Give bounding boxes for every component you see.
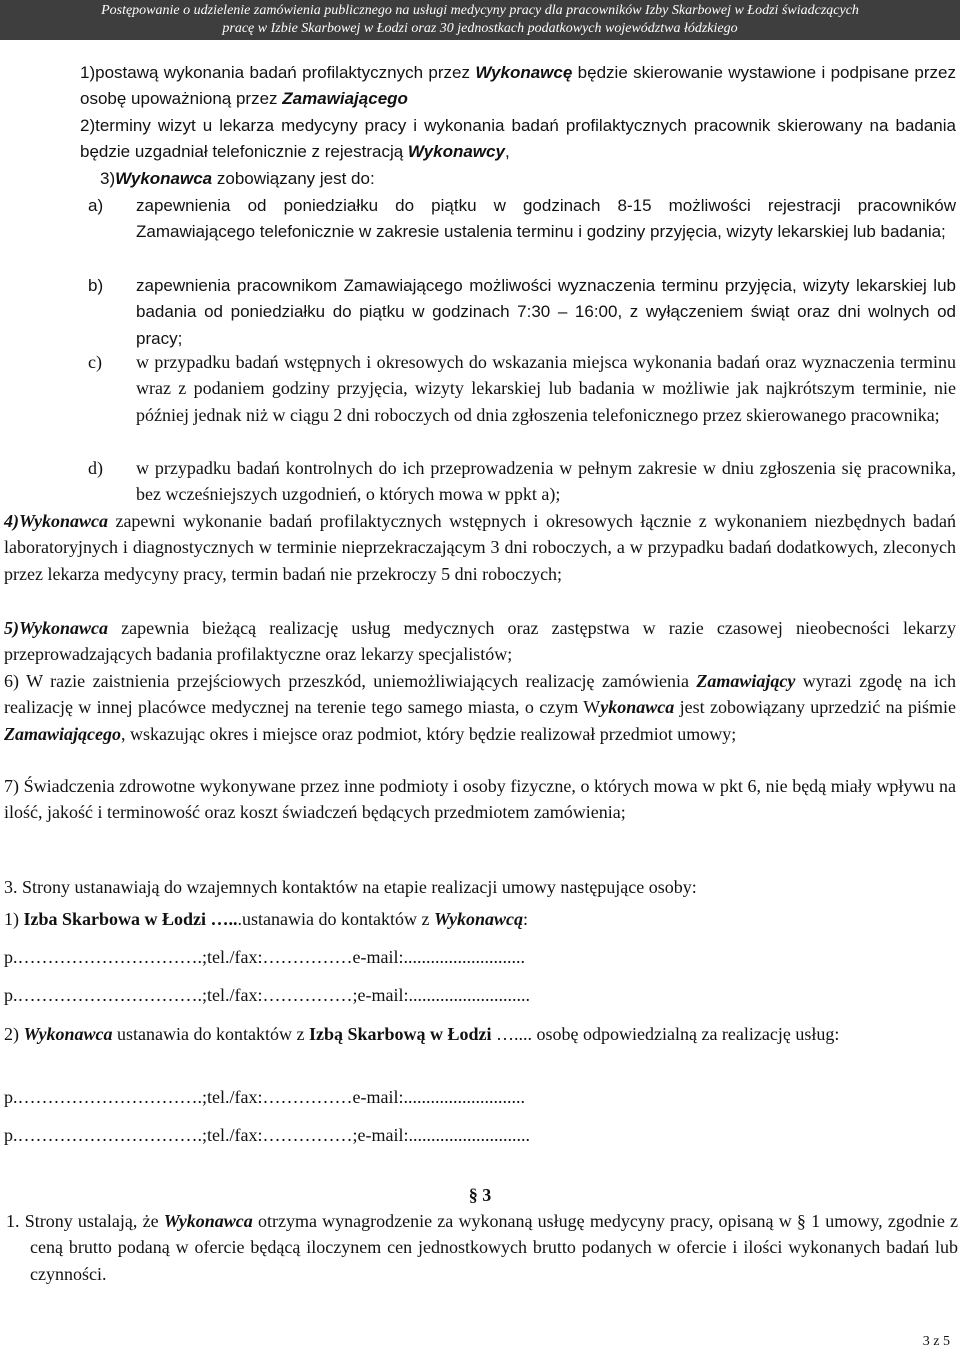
point-2-wykonawcy: Wykonawcy — [407, 142, 505, 162]
contacts-1-colon: : — [523, 909, 529, 929]
point-2-text: 2)terminy wizyt u lekarza medycyny pracy i wykonania badań profilaktycznych pracownik skierowany na badania będzie uzgadniał telefonicznie z rejestracją — [80, 116, 956, 162]
point-6-text-4: , wskazując okres i miejsce oraz podmiot, który będzie realizował przedmiot umowy; — [120, 723, 737, 744]
section-3-point-1-wykonawca: Wykonawca — [163, 1211, 253, 1231]
contact-line-4 — [4, 1125, 530, 1146]
contact-2-phone: …………… — [262, 985, 353, 1005]
contacts-intro — [4, 874, 956, 900]
point-2 — [80, 113, 956, 166]
list-item-b — [88, 273, 956, 352]
contact-line-1 — [4, 947, 525, 968]
contacts-2-wykonawca: Wykonawca — [23, 1024, 113, 1044]
point-4 — [4, 508, 956, 587]
point-4-text: zapewni wykonanie badań profilaktycznych wstępnych i okresowych łącznie z wykonaniem niezbędnych badań laboratoryjnych i diagnostycznych w terminie nieprzekraczającym 3 dni roboczych, a w przypadku badań dodatkowych, zleconych przez lekarza medycyny pracy, termin badań nie przekroczy 5 dni roboczych; — [4, 511, 956, 584]
contacts-1-izba: Izba Skarbowa w Łodzi ….. — [23, 909, 238, 929]
point-3-wykonawca: Wykonawca — [115, 169, 213, 188]
contact-2-person: p.………………………….;tel./fax: — [4, 985, 263, 1005]
point-5 — [4, 615, 956, 668]
contact-1-phone: …………… — [262, 947, 353, 967]
point-5-wykonawca: 5)Wykonawca — [4, 618, 109, 638]
contacts-2-num: 2) — [4, 1024, 24, 1044]
list-item-b-label: b) — [88, 276, 104, 295]
list-item-a-label: a) — [88, 196, 104, 215]
contacts-2-izba: Izbą Skarbową w Łodzi — [308, 1024, 492, 1044]
section-3-point-1-text: 1. Strony ustalają, że — [6, 1211, 164, 1231]
point-1-zamawiajacego: Zamawiającego — [282, 89, 408, 109]
contact-4-person: p.………………………….;tel./fax: — [4, 1125, 263, 1145]
list-item-a — [88, 193, 956, 246]
page-number: 3 z 5 — [922, 1334, 950, 1349]
list-item-a-text: zapewnienia od poniedziałku do piątku w godzinach 8-15 możliwości rejestracji pracowników Zamawiającego telefonicznie w zakresie ustalenia terminu i godziny przyjęcia, wizyty lekarskiej lub badania; — [136, 196, 956, 242]
contact-1-person: p.………………………….;tel./fax: — [4, 947, 263, 967]
point-6 — [4, 668, 956, 747]
list-item-b-text: zapewnienia pracownikom Zamawiającego możliwości wyznaczenia terminu przyjęcia, wizyty lekarskiej lub badania od poniedziałku do piątku w godzinach 7:30 – 16:00, z wyłączeniem świąt oraz dni wolnych od pracy; — [136, 276, 956, 348]
list-item-d-label: d) — [88, 458, 103, 478]
point-7-text: 7) Świadczenia zdrowotne wykonywane przez inne podmioty i osoby fizyczne, o których mowa w pkt 6, nie będą miały wpływu na ilość, jakość i terminowość oraz koszt świadczeń będących przedmiotem zamówienia; — [4, 776, 956, 823]
point-6-text: 6) W razie zaistnienia przejściowych przeszkód, uniemożliwiających realizację zamówienia — [4, 671, 697, 691]
contact-3-person: p.………………………….;tel./fax: — [4, 1087, 263, 1107]
contacts-2-text-2: ….... osobę odpowiedzialną za realizację usług: — [491, 1024, 840, 1044]
contact-4-phone: …………… — [262, 1125, 353, 1145]
contacts-1-num: 1) — [4, 909, 24, 929]
header-line-1: Postępowanie o udzielenie zamówienia publicznego na usługi medycyny pracy dla pracowników Izby Skarbowej w Łodzi świadczących — [101, 3, 859, 18]
contacts-2-text: ustanawia do kontaktów z — [112, 1024, 309, 1044]
point-2-comma: , — [504, 142, 510, 162]
contact-3-email: e-mail:........................... — [352, 1087, 525, 1107]
contacts-intro-text: 3. Strony ustanawiają do wzajemnych kontaktów na etapie realizacji umowy następujące osoby: — [4, 877, 697, 897]
section-heading: § 3 — [468, 1185, 492, 1205]
contact-2-email: ;e-mail:........................... — [352, 985, 530, 1005]
header-line-2: pracę w Izbie Skarbowej w Łodzi oraz 30 jednostkach podatkowych województwa łódzkiego — [222, 21, 738, 36]
point-1-text: 1)postawą wykonania badań profilaktycznych przez — [80, 63, 476, 82]
point-6-zamawiajacy: Zamawiający — [696, 671, 796, 691]
list-item-c-label: c) — [88, 352, 102, 372]
point-3-text: zobowiązany jest do: — [212, 169, 375, 188]
contact-1-email: e-mail:........................... — [352, 947, 525, 967]
contacts-wykonawca-heading — [4, 1021, 956, 1047]
point-4-wykonawca: 4)Wykonawca — [4, 511, 109, 531]
document-header — [0, 0, 960, 40]
point-7 — [4, 773, 956, 826]
point-1-text-2: będzie skierowanie wystawione i podpisane przez osobę upoważnioną przez — [80, 63, 956, 109]
contacts-1-wykonawca: Wykonawcą — [433, 909, 523, 929]
contacts-1-text: .ustanawia do kontaktów z — [237, 909, 434, 929]
list-item-d-text: w przypadku badań kontrolnych do ich przeprowadzenia w pełnym zakresie w dniu zgłoszenia się pracownika, bez wcześniejszych uzgodnień, o których mowa w ppkt a); — [136, 458, 956, 505]
point-5-text: zapewnia bieżącą realizację usług medycznych oraz zastępstwa w razie czasowej nieobecności lekarzy przeprowadzających badania profilaktyczne oraz lekarzy specjalistów; — [4, 618, 956, 665]
point-3-num: 3) — [100, 169, 116, 188]
point-6-text-2: wyrazi zgodę na ich realizację w innej placówce medycznej na terenie tego samego miasta, o czym W — [4, 671, 956, 718]
section-3-point-1 — [6, 1208, 958, 1287]
point-6-wykonawca: ykonawca — [600, 697, 675, 718]
point-6-text-3: jest zobowiązany uprzedzić na piśmie — [674, 697, 956, 718]
contacts-izba-heading — [4, 906, 956, 932]
list-item-d — [88, 455, 956, 508]
point-1-wykonawca: Wykonawcę — [475, 63, 573, 82]
section-3-point-1-text-2: otrzyma wynagrodzenie za wykonaną usługę medycyny pracy, opisaną w § 1 umowy, zgodnie z ceną brutto podaną w ofercie będącą iloczynem cen jednostkowych brutto podanych w ofercie i ilości wykonanych badań lub czynności. — [30, 1211, 958, 1284]
point-3 — [100, 166, 956, 192]
point-1 — [80, 60, 956, 113]
list-item-c-text: w przypadku badań wstępnych i okresowych do wskazania miejsca wykonania badań oraz wyznaczenia terminu wraz z podaniem godziny przyjęcia, wizyty lekarskiej lub badania w możliwie jak najkrótszym terminie, nie później jednak niż w ciągu 2 dni roboczych od dnia zgłoszenia telefonicznego przez skierowanego pracownika; — [136, 352, 956, 425]
contact-3-phone: …………… — [262, 1087, 353, 1107]
point-6-zamawiajacego: Zamawiającego — [4, 723, 121, 744]
contact-line-3 — [4, 1087, 525, 1108]
contact-line-2 — [4, 985, 530, 1006]
list-item-c — [88, 349, 956, 428]
contact-4-email: ;e-mail:........................... — [352, 1125, 530, 1145]
